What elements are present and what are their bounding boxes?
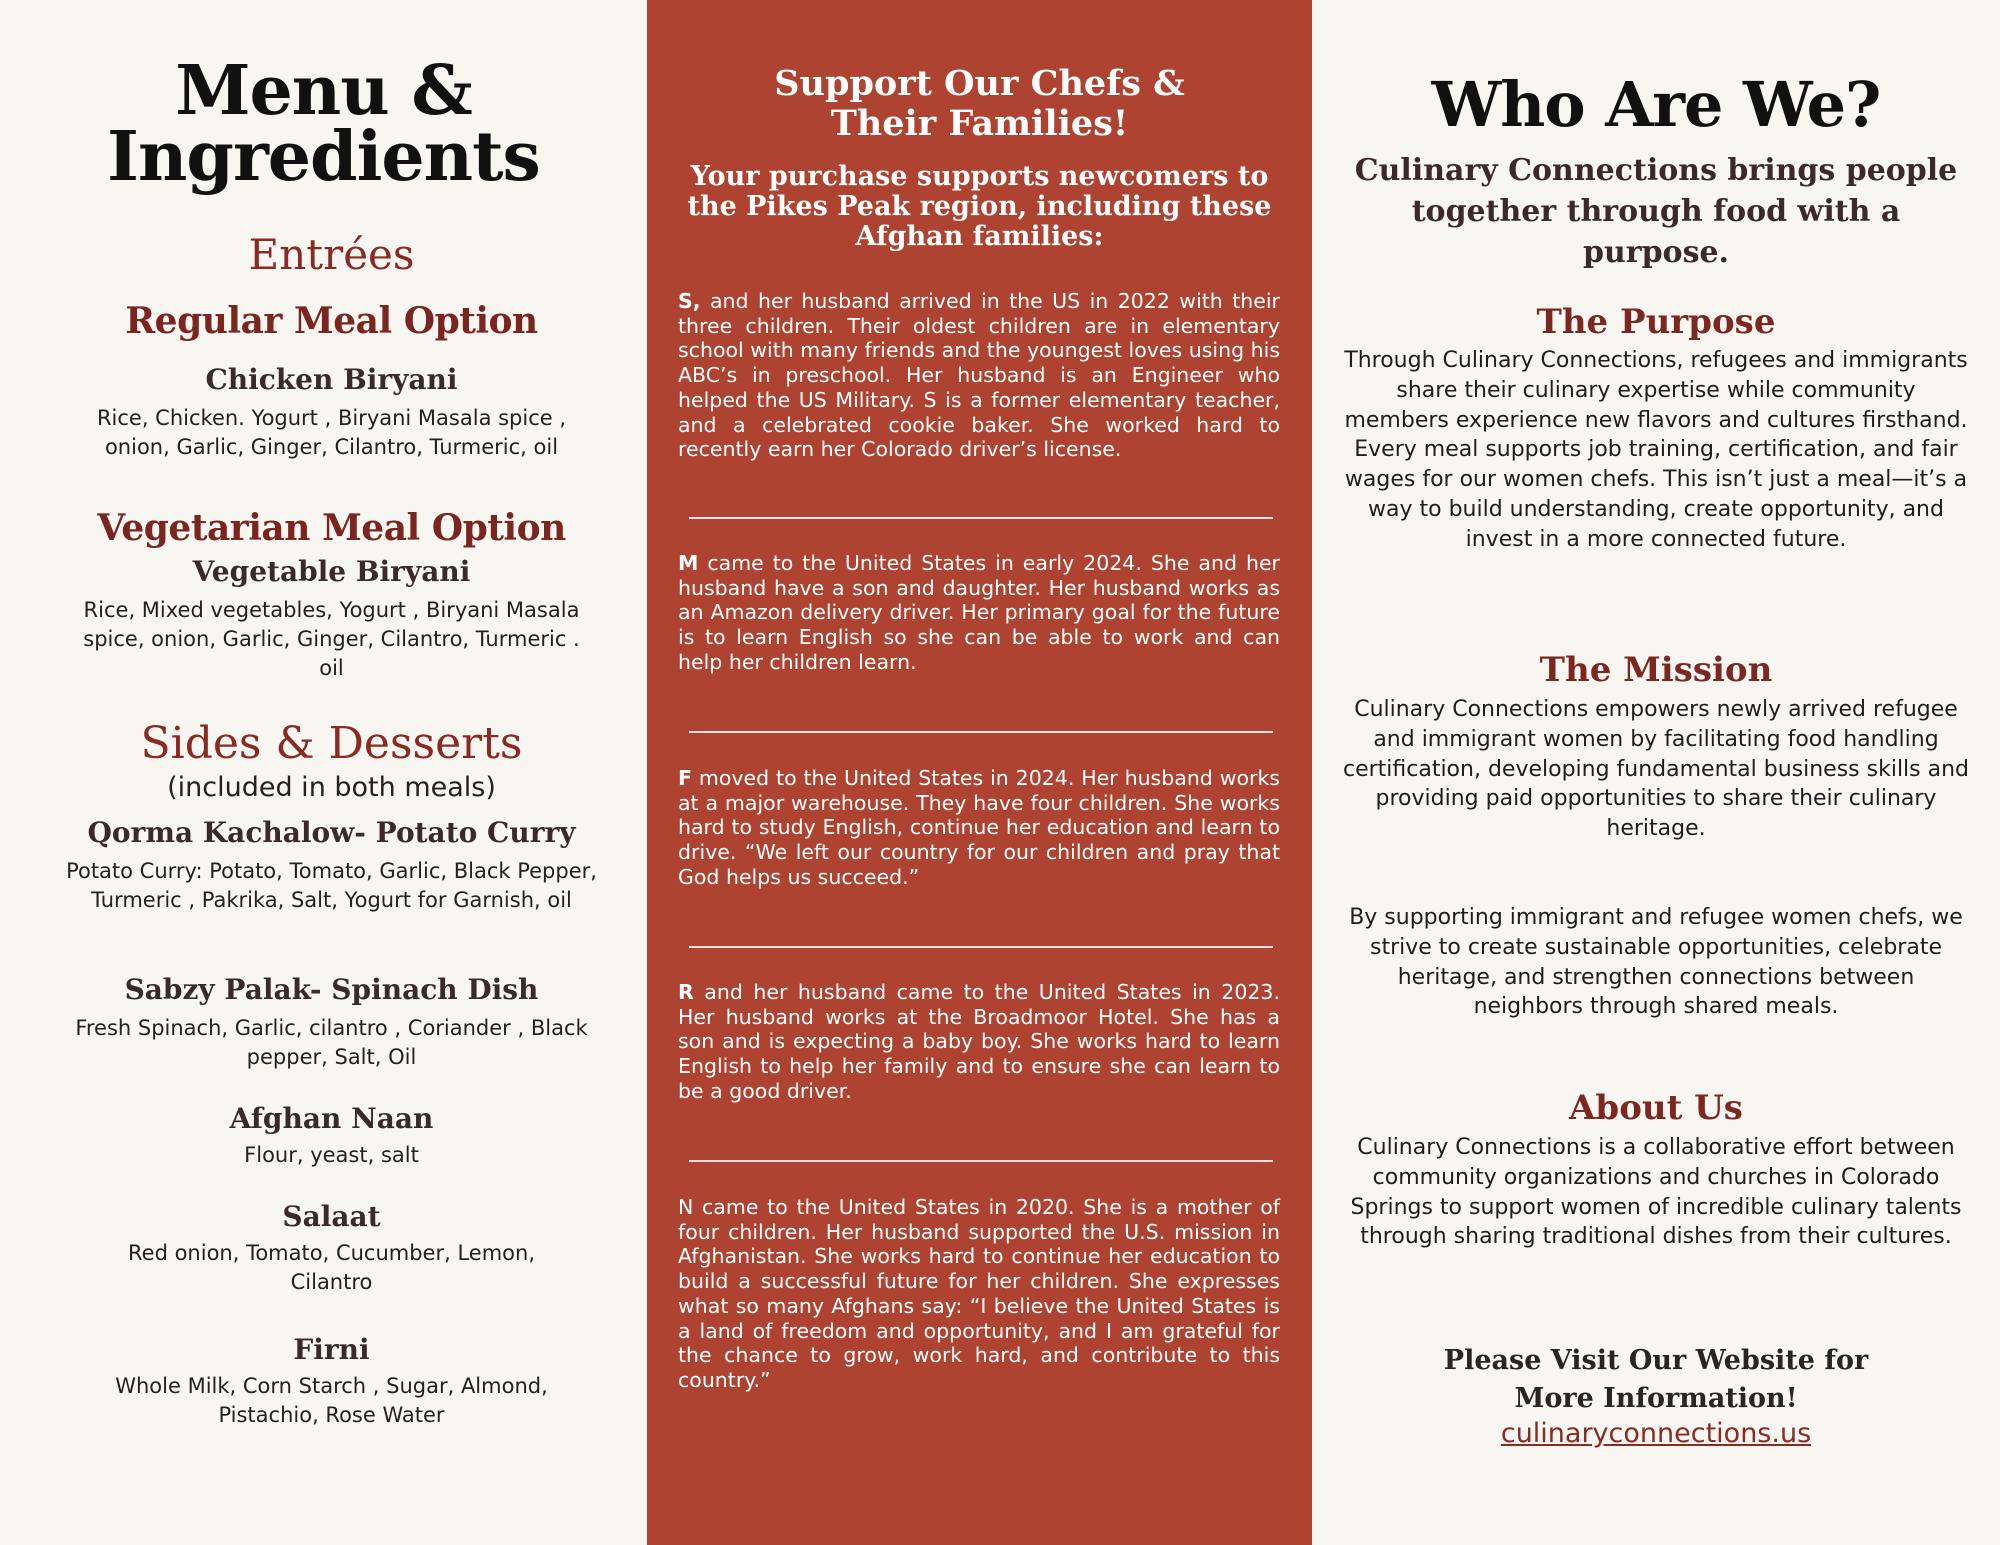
purpose-heading: The Purpose: [1536, 302, 1776, 342]
about-us-text: Culinary Connections is a collaborative effort between community organizations and churches in Colorado Springs to support women of incredible culinary talents through sharing traditional dishes from their cultures.: [1350, 1135, 1962, 1250]
entrees-heading: Entrées: [248, 230, 415, 279]
side-item-firni: [40, 1333, 623, 1430]
visit-website-callout: [1312, 1342, 2000, 1418]
menu-title-line2: Ingredients: [107, 117, 540, 197]
vegetarian-option-heading: Vegetarian Meal Option: [97, 507, 566, 549]
dish-ingredients: Fresh Spinach, Garlic, cilantro , Coriander , Black pepper, Salt, Oil: [75, 1016, 588, 1069]
about-us-heading: About Us: [1569, 1088, 1743, 1128]
dish-name: Chicken Biryani: [205, 363, 458, 396]
support-column: [647, 0, 1312, 1545]
dish-ingredients: Potato Curry: Potato, Tomato, Garlic, Black Pepper, Turmeric , Pakrika, Salt, Yogurt for Garnish, oil: [66, 859, 597, 912]
menu-item-vegetable-biryani: [40, 555, 623, 683]
support-title: [647, 64, 1312, 144]
website-link[interactable]: culinaryconnections.us: [1500, 1418, 1812, 1449]
mission-text-1: Culinary Connections empowers newly arrived refugee and immigrant women by facilitating food handling certification, developing fundamental business skills and providing paid opportunities to share their culinary heritage.: [1342, 697, 1970, 842]
purpose-text: Through Culinary Connections, refugees and immigrants share their culinary expertise while community members experience new flavors and cultures firsthand. Every meal supports job training, certification, and fair wages for our women chefs. This isn’t just a meal—it’s a way to build understanding, create opportunity, and invest in a more connected future.: [1344, 348, 1968, 552]
story-initial: S,: [678, 289, 701, 313]
story-text: N came to the United States in 2020. She is a mother of four children. Her husband supported the U.S. mission in Afghanistan. She works hard to continue her education to build a successful future for her children. She expresses what so many Afghans say: “I believe the United States is a land of freedom and opportunity, and I am grateful for the chance to grow, work hard, and contribute to this country.”: [678, 1195, 1280, 1392]
dish-name: Salaat: [282, 1200, 381, 1233]
regular-option-heading: Regular Meal Option: [125, 300, 538, 342]
family-story-m: [678, 551, 1280, 675]
story-text: and her husband came to the United States in 2023. Her husband works at the Broadmoor Hotel. She has a son and is expecting a baby boy. She works hard to learn English to help her family and to ensure she can learn to be a good driver.: [678, 980, 1280, 1103]
dish-ingredients: Flour, yeast, salt: [244, 1143, 419, 1167]
dish-name: Sabzy Palak- Spinach Dish: [124, 973, 539, 1006]
story-text: moved to the United States in 2024. Her husband works at a major warehouse. They have four children. She works hard to study English, continue her education and learn to drive. “We left our country for our children and pray that God helps us succeed.”: [678, 766, 1280, 889]
divider: [689, 517, 1273, 519]
about-column: [1312, 0, 2000, 1545]
story-initial: M: [678, 551, 699, 575]
dish-name: Afghan Naan: [229, 1102, 434, 1135]
divider: [689, 946, 1273, 948]
dish-ingredients: Rice, Chicken. Yogurt , Biryani Masala spice , onion, Garlic, Ginger, Cilantro, Turmeric, oil: [96, 406, 567, 459]
visit-line1: Please Visit Our Website for: [1443, 1345, 1869, 1376]
divider: [689, 731, 1273, 733]
family-story-n: [678, 1195, 1280, 1393]
about-intro: Culinary Connections brings people together through food with a purpose.: [1354, 153, 1958, 270]
family-story-s: [678, 289, 1280, 462]
visit-line2: More Information!: [1514, 1383, 1798, 1414]
menu-column: [0, 0, 647, 1545]
family-story-r: [678, 980, 1280, 1104]
side-item-spinach-dish: [40, 973, 623, 1072]
story-text: came to the United States in early 2024. She and her husband have a son and daughter. Her husband works as an Amazon delivery driver. Her primary goal for the future is to learn English so she can be able to work and can help her children learn.: [678, 551, 1280, 674]
support-title-line2: Their Families!: [830, 103, 1129, 144]
mission-heading: The Mission: [1539, 650, 1773, 690]
dish-name: Firni: [293, 1333, 370, 1366]
menu-title-line1: Menu &: [175, 51, 472, 131]
menu-title: [0, 51, 647, 197]
sides-subheading: (included in both meals): [167, 772, 496, 803]
dish-name: Qorma Kachalow- Potato Curry: [87, 816, 576, 849]
family-story-f: [678, 766, 1280, 890]
story-initial: F: [678, 766, 693, 790]
side-item-potato-curry: [40, 816, 623, 915]
sides-heading: Sides & Desserts: [140, 718, 523, 769]
dish-ingredients: Rice, Mixed vegetables, Yogurt , Biryani Masala spice, onion, Garlic, Ginger, Cilantro, Turmeric . oil: [83, 598, 580, 680]
menu-item-chicken-biryani: [40, 363, 623, 462]
mission-text-2: By supporting immigrant and refugee women chefs, we strive to create sustainable opportunities, celebrate heritage, and strengthen connections between neighbors through shared meals.: [1349, 905, 1963, 1020]
story-initial: R: [678, 980, 694, 1004]
dish-ingredients: Red onion, Tomato, Cucumber, Lemon, Cilantro: [128, 1241, 535, 1294]
dish-name: Vegetable Biryani: [192, 555, 471, 588]
about-title: Who Are We?: [1431, 68, 1881, 141]
dish-ingredients: Whole Milk, Corn Starch , Sugar, Almond, Pistachio, Rose Water: [115, 1374, 548, 1427]
support-subtitle: Your purchase supports newcomers to the Pikes Peak region, including these Afghan families:: [687, 161, 1272, 252]
divider: [689, 1160, 1273, 1162]
side-item-salaat: [40, 1200, 623, 1297]
story-text: and her husband arrived in the US in 2022 with their three children. Their oldest children are in elementary school with many friends and the youngest loves using his ABC’s in preschool. Her husband is an Engineer who helped the US Military. S is a former elementary teacher, and a celebrated cookie baker. She worked hard to recently earn her Colorado driver’s license.: [678, 289, 1280, 462]
support-title-line1: Support Our Chefs &: [774, 63, 1185, 104]
side-item-afghan-naan: [40, 1102, 623, 1170]
